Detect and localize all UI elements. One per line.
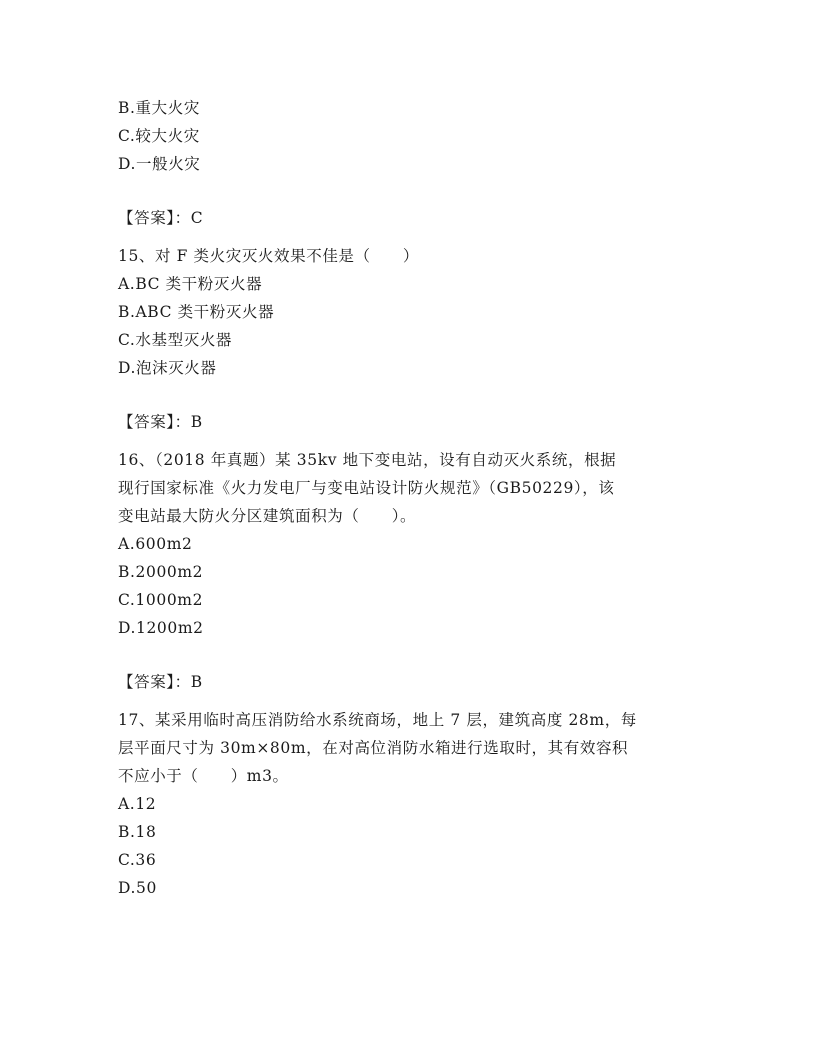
question-17 <box>118 706 698 902</box>
option-b: B.ABC 类干粉灭火器 <box>118 303 275 321</box>
question-15 <box>118 242 698 436</box>
option-d: D.泡沫灭火器 <box>118 359 217 377</box>
question-stem-line-1: 17、某采用临时高压消防给水系统商场，地上 7 层，建筑高度 28m，每 <box>118 711 637 729</box>
option-d: D.50 <box>118 879 157 897</box>
question-14-tail <box>118 94 698 232</box>
option-b: B.2000m2 <box>118 563 204 581</box>
answer-line: 【答案】：B <box>118 673 203 691</box>
document-page <box>118 94 698 902</box>
option-c: C.1000m2 <box>118 591 204 609</box>
question-stem: 15、对 F 类火灾灭火效果不佳是（ ） <box>118 247 419 265</box>
option-a: A.12 <box>118 795 157 813</box>
answer-line: 【答案】：C <box>118 209 204 227</box>
option-b: B.重大火灾 <box>118 99 200 117</box>
question-16 <box>118 446 698 696</box>
option-b: B.18 <box>118 823 157 841</box>
option-d: D.1200m2 <box>118 619 204 637</box>
option-c: C.水基型灭火器 <box>118 331 233 349</box>
question-stem-line-3: 变电站最大防火分区建筑面积为（ ）。 <box>118 507 417 525</box>
question-stem-line-2: 现行国家标准《火力发电厂与变电站设计防火规范》（GB50229），该 <box>118 479 615 497</box>
option-c: C.36 <box>118 851 157 869</box>
question-stem-line-3: 不应小于（ ）m3。 <box>118 767 289 785</box>
option-c: C.较大火灾 <box>118 127 200 145</box>
option-d: D.一般火灾 <box>118 155 201 173</box>
question-stem-line-2: 层平面尺寸为 30m×80m，在对高位消防水箱进行选取时，其有效容积 <box>118 739 629 757</box>
option-a: A.600m2 <box>118 535 193 553</box>
question-stem-line-1: 16、（2018 年真题）某 35kv 地下变电站，设有自动灭火系统，根据 <box>118 451 617 469</box>
answer-line: 【答案】：B <box>118 413 203 431</box>
option-a: A.BC 类干粉灭火器 <box>118 275 263 293</box>
